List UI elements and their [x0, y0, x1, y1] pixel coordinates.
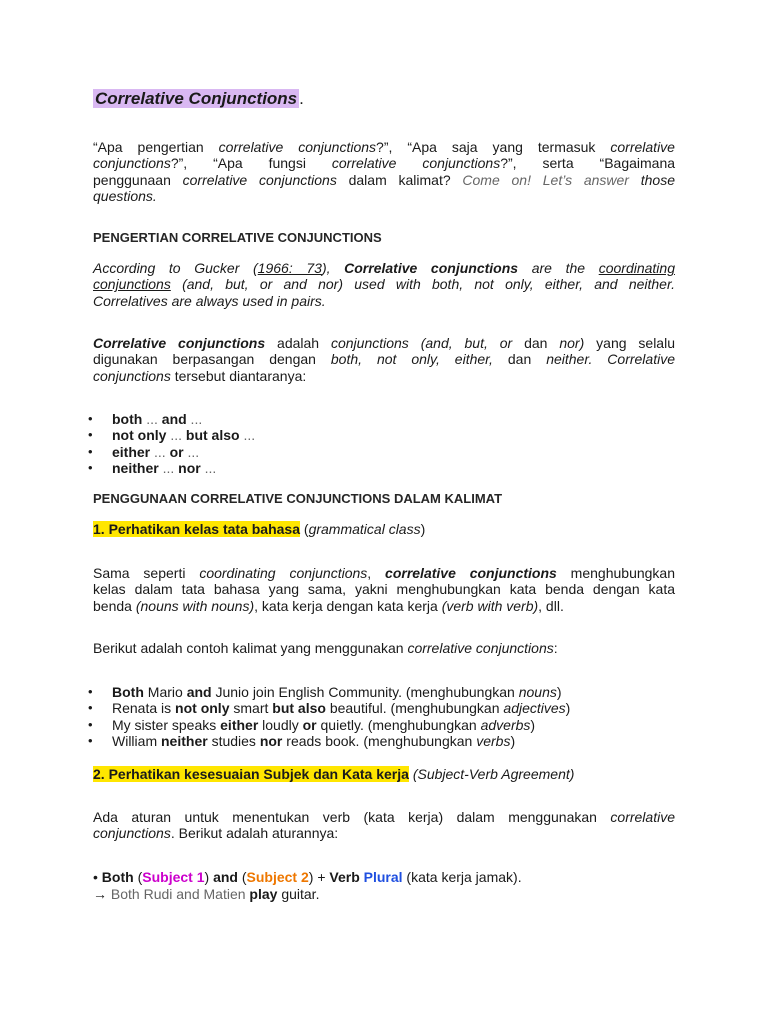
intro-line: questions. — [93, 188, 157, 205]
list-item: • neither ... nor ... — [93, 460, 255, 476]
intro-line: conjunctions?”, “Apa fungsi correlative conjunctions?”, serta “Bagaimana — [93, 155, 676, 172]
intro-paragraph — [93, 139, 675, 205]
rule-example-line: → Both Rudi and Matien play guitar. — [93, 886, 320, 902]
aturan-line: conjunctions. Berikut adalah aturannya: — [93, 825, 339, 842]
section-1-heading: 1. Perhatikan kelas tata bahasa (grammatical class) — [93, 521, 426, 537]
page-title: Correlative Conjunctions . — [95, 89, 304, 108]
conjunction-pairs-list — [93, 411, 255, 477]
list-item: • either ... or ... — [93, 444, 255, 460]
title-highlight: Correlative Conjunctions — [95, 89, 298, 108]
gucker-line: According to Gucker (1966: 73), Correlative conjunctions are the coordinating — [93, 260, 675, 276]
berikut-paragraph: Berikut adalah contoh kalimat yang menggunakan correlative conjunctions: — [93, 640, 558, 656]
gucker-paragraph — [93, 260, 675, 309]
list-item: • not only ... but also ... — [93, 427, 255, 443]
sama-line: Sama seperti coordinating conjunctions, correlative conjunctions menghubungkan — [93, 565, 675, 581]
list-item: • My sister speaks either loudly or quietly. (menghubungkan adverbs) — [93, 717, 570, 733]
aturan-line: Ada aturan untuk menentukan verb (kata kerja) dalam menggunakan correlative — [93, 809, 675, 825]
adalah-line: digunakan berpasangan dengan both, not only, either, dan neither. Correlative — [93, 351, 675, 368]
adalah-line: Correlative conjunctions adalah conjunctions (and, but, or dan nor) yang selalu — [93, 335, 675, 351]
list-item: • both ... and ... — [93, 411, 255, 427]
sama-paragraph — [93, 565, 675, 614]
gucker-line: Correlatives are always used in pairs. — [93, 292, 326, 309]
examples-list — [93, 684, 570, 750]
rule-line: • Both (Subject 1) and (Subject 2) + Verb Plural (kata kerja jamak). — [93, 869, 522, 885]
list-item: • Renata is not only smart but also beautiful. (menghubungkan adjectives) — [93, 700, 570, 716]
intro-line: penggunaan correlative conjunctions dalam kalimat? Come on! Let’s answer those — [93, 171, 676, 188]
list-item: • Both Mario and Junio join English Community. (menghubungkan nouns) — [93, 684, 570, 700]
section-2-heading: 2. Perhatikan kesesuaian Subjek dan Kata kerja (Subject-Verb Agreement) — [93, 766, 575, 782]
gucker-line: conjunctions (and, but, or and nor) used with both, not only, either, and neither. — [93, 276, 675, 293]
adalah-paragraph — [93, 335, 675, 384]
sama-line: benda (nouns with nouns), kata kerja dengan kata kerja (verb with verb), dll. — [93, 597, 564, 614]
heading-penggunaan: PENGGUNAAN CORRELATIVE CONJUNCTIONS DALAM KALIMAT — [93, 491, 503, 506]
arrow-icon: → — [93, 886, 111, 902]
list-item: • William neither studies nor reads book. (menghubungkan verbs) — [93, 733, 570, 749]
heading-pengertian: PENGERTIAN CORRELATIVE CONJUNCTIONS — [93, 230, 382, 245]
aturan-paragraph — [93, 809, 675, 842]
adalah-line: conjunctions tersebut diantaranya: — [93, 367, 307, 384]
intro-line: “Apa pengertian correlative conjunctions?”, “Apa saja yang termasuk correlative — [93, 139, 675, 155]
sama-line: kelas dalam tata bahasa yang sama, yakni menghubungkan kata benda dengan kata — [93, 581, 675, 598]
